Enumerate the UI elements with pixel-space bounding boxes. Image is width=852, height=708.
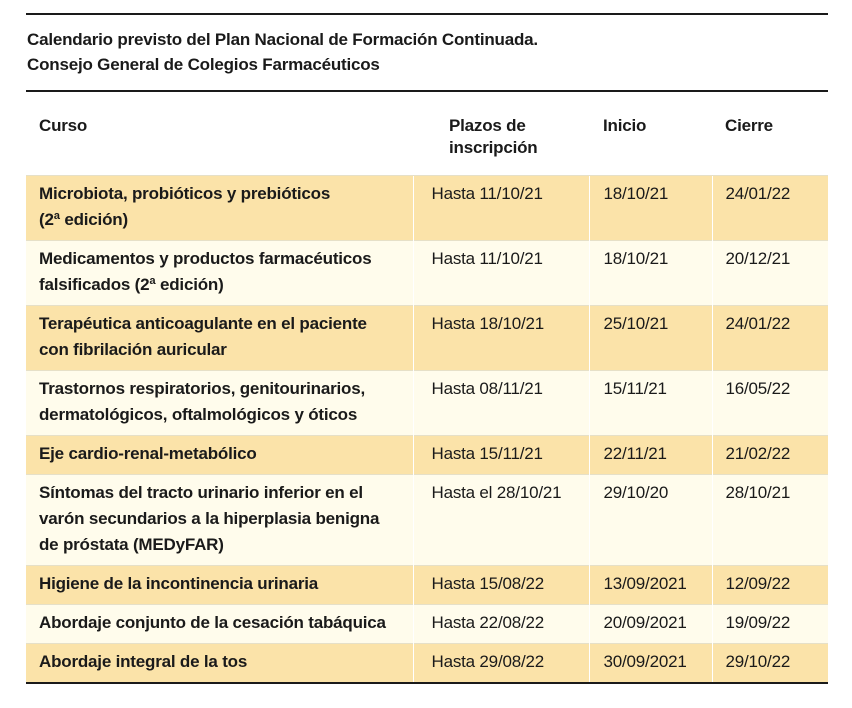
course-name: [26, 566, 413, 605]
end-date: 21/02/22: [712, 436, 828, 475]
course-name-line-1: Medicamentos y productos farmacéuticos: [39, 249, 372, 268]
course-name: [26, 371, 413, 436]
registration-deadline: Hasta 29/08/22: [413, 644, 589, 683]
course-name-line-2: falsificados (2ª edición): [39, 275, 224, 294]
course-name-line-3: de próstata (MEDyFAR): [39, 535, 224, 554]
course-name: [26, 306, 413, 371]
course-name: [26, 644, 413, 683]
course-calendar: [26, 13, 828, 684]
registration-deadline: Hasta 15/11/21: [413, 436, 589, 475]
registration-deadline: Hasta 11/10/21: [413, 241, 589, 306]
start-date: 20/09/2021: [589, 605, 712, 644]
start-date: 13/09/2021: [589, 566, 712, 605]
course-name-line-1: Terapéutica anticoagulante en el paciente: [39, 314, 367, 333]
course-name: [26, 241, 413, 306]
header-plazos: [413, 92, 589, 176]
course-name-line-1: Abordaje conjunto de la cesación tabáquica: [39, 613, 386, 632]
registration-deadline: Hasta 11/10/21: [413, 176, 589, 241]
course-name-line-1: Abordaje integral de la tos: [39, 652, 248, 671]
caption-line-1: Calendario previsto del Plan Nacional de Formación Continuada.: [27, 30, 538, 49]
header-plazos-line-1: Plazos de: [449, 116, 526, 135]
end-date: 12/09/22: [712, 566, 828, 605]
bottom-rule: [26, 682, 828, 684]
registration-deadline: Hasta el 28/10/21: [413, 475, 589, 566]
courses-table: [26, 92, 828, 682]
header-plazos-line-2: inscripción: [449, 138, 538, 157]
course-name-line-2: con fibrilación auricular: [39, 340, 227, 359]
course-name-line-2: varón secundarios a la hiperplasia benigna: [39, 509, 380, 528]
start-date: 29/10/20: [589, 475, 712, 566]
end-date: 16/05/22: [712, 371, 828, 436]
registration-deadline: Hasta 08/11/21: [413, 371, 589, 436]
header-curso: Curso: [39, 116, 88, 135]
course-name-line-1: Trastornos respiratorios, genitourinarios,: [39, 379, 366, 398]
start-date: 30/09/2021: [589, 644, 712, 683]
table-row: [26, 306, 828, 371]
start-date: 15/11/21: [589, 371, 712, 436]
start-date: 25/10/21: [589, 306, 712, 371]
table-row: [26, 176, 828, 241]
table-caption: [26, 15, 828, 77]
end-date: 28/10/21: [712, 475, 828, 566]
end-date: 20/12/21: [712, 241, 828, 306]
registration-deadline: Hasta 15/08/22: [413, 566, 589, 605]
course-name: [26, 475, 413, 566]
start-date: 18/10/21: [589, 176, 712, 241]
end-date: 24/01/22: [712, 176, 828, 241]
table-row: [26, 241, 828, 306]
header-inicio: Inicio: [603, 116, 647, 135]
registration-deadline: Hasta 22/08/22: [413, 605, 589, 644]
course-name-line-1: Eje cardio-renal-metabólico: [39, 444, 257, 463]
end-date: 29/10/22: [712, 644, 828, 683]
table-row: [26, 436, 828, 475]
table-row: [26, 644, 828, 683]
header-cierre: Cierre: [725, 116, 773, 135]
course-name: [26, 436, 413, 475]
course-name-line-1: Higiene de la incontinencia urinaria: [39, 574, 319, 593]
end-date: 24/01/22: [712, 306, 828, 371]
course-name-line-1: Síntomas del tracto urinario inferior en el: [39, 483, 363, 502]
caption-line-2: Consejo General de Colegios Farmacéuticos: [27, 55, 380, 74]
course-name: [26, 605, 413, 644]
end-date: 19/09/22: [712, 605, 828, 644]
table-row: [26, 371, 828, 436]
start-date: 22/11/21: [589, 436, 712, 475]
table-row: [26, 605, 828, 644]
registration-deadline: Hasta 18/10/21: [413, 306, 589, 371]
table-row: [26, 566, 828, 605]
course-name: [26, 176, 413, 241]
course-name-line-1: Microbiota, probióticos y prebióticos: [39, 184, 331, 203]
header-row: [26, 92, 828, 176]
course-name-line-2: dermatológicos, oftalmológicos y óticos: [39, 405, 358, 424]
start-date: 18/10/21: [589, 241, 712, 306]
table-row: [26, 475, 828, 566]
course-name-line-2: (2ª edición): [39, 210, 128, 229]
